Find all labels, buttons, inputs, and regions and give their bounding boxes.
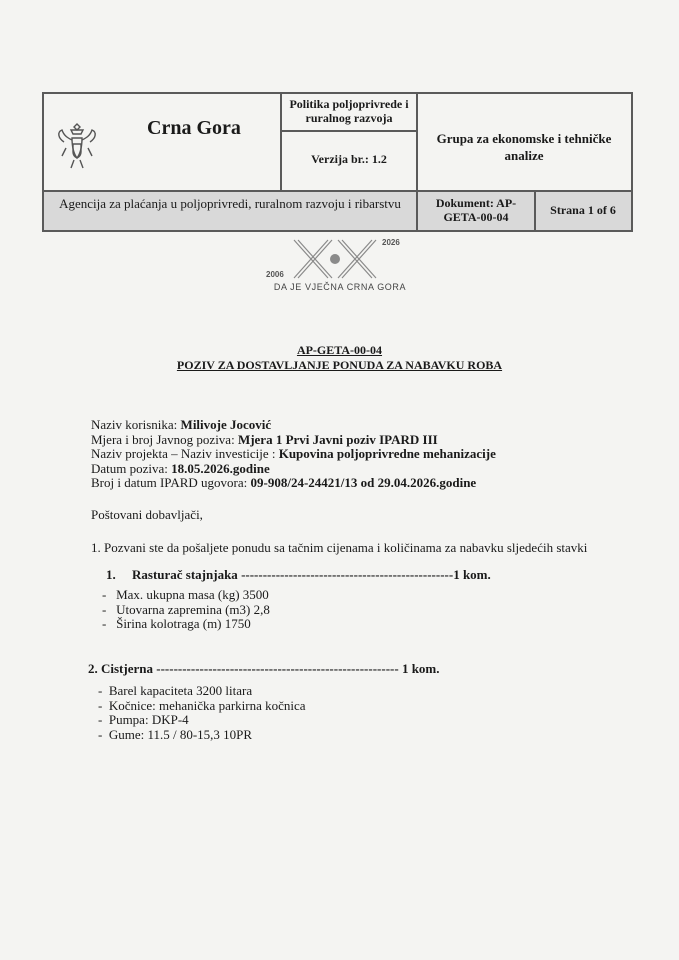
jubilee-logo <box>260 238 420 296</box>
spec-text: Kočnice: mehanička parkirna kočnica <box>108 697 306 713</box>
policy-title: Politika poljoprivrede i ruralnog razvoja <box>289 97 409 125</box>
info-value: Mjera 1 Prvi Javni poziv IPARD III <box>237 431 438 447</box>
info-label: Naziv korisnika: <box>91 417 178 432</box>
logo-year-start: 2006 <box>266 270 284 279</box>
item-number: 1. <box>106 567 116 582</box>
group-title: Grupa za ekonomske i tehničke analize <box>436 131 612 163</box>
info-label: Mjera i broj Javnog poziva: <box>91 431 235 447</box>
info-value: 09-908/24-24421/13 od 29.04.2026.godine <box>250 475 477 491</box>
spec-item: - Gume: 11.5 / 80-15,3 10PR <box>98 726 253 742</box>
spec-item: - Max. ukupna masa (kg) 3500 <box>102 587 269 602</box>
spec-item: - Barel kapaciteta 3200 litara <box>98 683 253 698</box>
info-label: Broj i datum IPARD ugovora: <box>91 475 248 491</box>
header-agency-cell <box>44 192 418 230</box>
info-label: Naziv projekta – Naziv investicije : <box>91 446 276 462</box>
document-id: Dokument: AP-GETA-00-04 <box>435 196 517 224</box>
spec-text: Širina kolotraga (m) 1750 <box>116 616 251 632</box>
header-policy-cell <box>282 94 418 132</box>
item-number: 2. <box>88 661 98 676</box>
spec-text: Barel kapaciteta 3200 litara <box>108 683 253 698</box>
item-heading <box>88 662 440 677</box>
header-document-cell <box>418 192 536 230</box>
item-quantity: 1 kom. <box>401 661 440 676</box>
item-spec-list <box>98 684 306 742</box>
spec-item: - Širina kolotraga (m) 1750 <box>102 616 251 632</box>
logo-year-end: 2026 <box>382 238 400 247</box>
spec-item: - Pumpa: DKP-4 <box>98 712 189 728</box>
coat-of-arms-icon <box>54 120 100 172</box>
spec-text: Pumpa: DKP-4 <box>108 712 189 728</box>
version-label: Verzija br.: 1.2 <box>311 152 387 166</box>
info-row <box>91 418 651 433</box>
xx-emblem-icon <box>290 238 380 280</box>
info-value: 18.05.2026.godine <box>171 460 270 476</box>
item-spec-list <box>102 588 270 632</box>
info-value: Kupovina poljoprivredne mehanizacije <box>278 446 496 462</box>
header-group-cell <box>418 94 631 192</box>
item-quantity: 1 kom. <box>453 567 491 582</box>
intro-paragraph: 1. Pozvani ste da pošaljete ponudu sa tačnim cijenama i količinama za nabavku sljedećih stavki <box>91 540 588 555</box>
item-dashes: ------------------------------------------------- <box>241 567 454 582</box>
page-number: Strana 1 of 6 <box>550 203 616 217</box>
info-row <box>91 447 651 462</box>
logo-motto: DA JE VJEČNA CRNA GORA <box>273 282 407 292</box>
item-dashes: -------------------------------------------------------- <box>156 661 399 676</box>
spec-item: - Utovarna zapremina (m3) 2,8 <box>102 601 270 617</box>
info-row <box>91 462 651 477</box>
item-name: Cistjerna <box>101 661 153 676</box>
item-name: Rasturač stajnjaka <box>132 567 238 582</box>
doc-code: AP-GETA-00-04 <box>296 343 383 357</box>
country-name: Crna Gora <box>147 117 241 139</box>
greeting: Poštovani dobavljači, <box>91 507 203 522</box>
spec-text: Utovarna zapremina (m3) 2,8 <box>116 601 270 617</box>
header-table <box>42 92 633 232</box>
info-row <box>91 476 651 491</box>
info-value: Milivoje Jocović <box>180 417 272 432</box>
info-block <box>91 418 651 491</box>
spec-text: Gume: 11.5 / 80-15,3 10PR <box>108 726 253 742</box>
agency-name: Agencija za plaćanja u poljoprivredi, ruralnom razvoju i ribarstvu <box>59 196 401 211</box>
item-heading <box>106 568 491 583</box>
info-label: Datum poziva: <box>91 460 168 476</box>
spec-item: - Kočnice: mehanička parkirna kočnica <box>98 697 306 713</box>
info-row <box>91 433 651 448</box>
header-version-cell <box>282 132 418 192</box>
doc-title: POZIV ZA DOSTAVLJANJE PONUDA ZA NABAVKU ROBA <box>176 358 503 372</box>
spec-text: Max. ukupna masa (kg) 3500 <box>116 587 269 602</box>
header-country-cell <box>44 94 282 192</box>
header-page-cell <box>536 192 631 230</box>
